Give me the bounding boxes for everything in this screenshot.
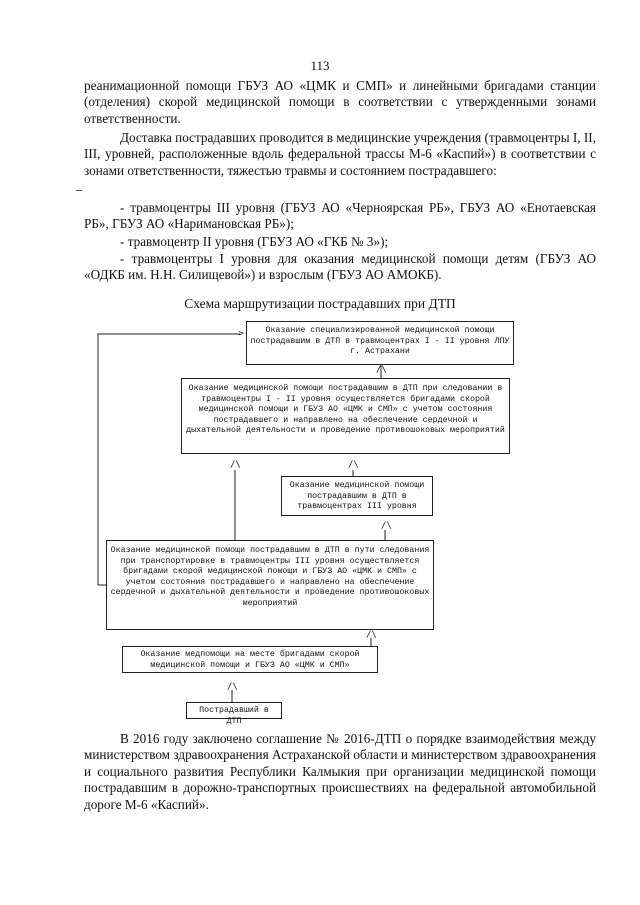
arrow-up-glyph: /\ xyxy=(376,365,387,375)
box-trauma-center-level-3: Оказание медицинской помощи пострадавшим в ДТП в травмоцентрах III уровня xyxy=(281,476,433,516)
diagram-title: Схема маршрутизации пострадавших при ДТП xyxy=(184,296,456,311)
paragraph-delivery: Доставка пострадавших проводится в медицинские учреждения (травмоцентры I, II, III, уровней, расположенные вдоль федеральной трассы М-6 «Каспий») в соответствии с зонами ответственности, тяжестью травмы и состоянием пострадавшего: xyxy=(84,130,596,178)
arrow-up-glyph: /\ xyxy=(348,460,359,470)
page-number: 113 xyxy=(310,58,330,73)
box-specialized-care: Оказание специализированной медицинской помощи пострадавшим в ДТП в травмоцентрах I - II уровня ЛПУ г. Астрахани xyxy=(246,321,514,365)
arrow-up-glyph: /\ xyxy=(381,521,392,531)
box-transport-level-1-2: Оказание медицинской помощи пострадавшим в ДТП при следовании в травмоцентры I - II уровня осуществляется бригадами скорой медицинской помощи и ГБУЗ АО «ЦМК и СМП» с учетом состояния пострадавшего и направлено на обеспечение сердечной и дыхательной деятельности и проведение противошоковых мероприятий xyxy=(181,378,510,454)
side-arrow-glyph: -> xyxy=(233,329,244,339)
arrow-up-glyph: /\ xyxy=(227,682,238,692)
box-transport-level-3: Оказание медицинской помощи пострадавшим в ДТП в пути следования при транспортировке в травмоцентры III уровня осуществляется бригадами скорой медицинской помощи и ГБУЗ АО «ЦМК и СМП» с учетом состояния пострадавшего и направлено на обеспечение сердечной и дыхательной деятельности и проведение противошоковых мероприятий xyxy=(106,540,434,630)
list-item-level-2: - травмоцентр II уровня (ГБУЗ АО «ГКБ № 3»); xyxy=(120,234,389,249)
box-victim: Пострадавший в ДТП xyxy=(186,702,282,719)
paragraph-agreement: В 2016 году заключено соглашение № 2016-ДТП о порядке взаимодействия между министерством здравоохранения Астраханской области и министерством здравоохранения и социального развития Республики Калмыкия при организации медицинской помощи пострадавшим в дорожно-транспортных происшествиях на федеральной автомобильной дороге М-6 «Каспий». xyxy=(84,731,596,812)
paragraph-continuation: реанимационной помощи ГБУЗ АО «ЦМК и СМП» и линейными бригадами станции (отделения) скорой медицинской помощи в соответствии с утвержденными зонами ответственности. xyxy=(84,78,596,126)
arrow-up-glyph: /\ xyxy=(230,460,241,470)
list-item-level-3: - травмоцентры III уровня (ГБУЗ АО «Черноярская РБ», ГБУЗ АО «Енотаевская РБ», ГБУЗ АО «Наримановская РБ»); xyxy=(84,200,596,232)
box-on-site-care: Оказание медпомощи на месте бригадами скорой медицинской помощи и ГБУЗ АО «ЦМК и СМП» xyxy=(122,646,378,673)
list-item-level-1: - травмоцентры I уровня для оказания медицинской помощи детям (ГБУЗ АО «ОДКБ им. Н.Н. Силищевой») и взрослым (ГБУЗ АО АМОКБ). xyxy=(84,251,596,283)
arrow-up-glyph: /\ xyxy=(366,630,377,640)
